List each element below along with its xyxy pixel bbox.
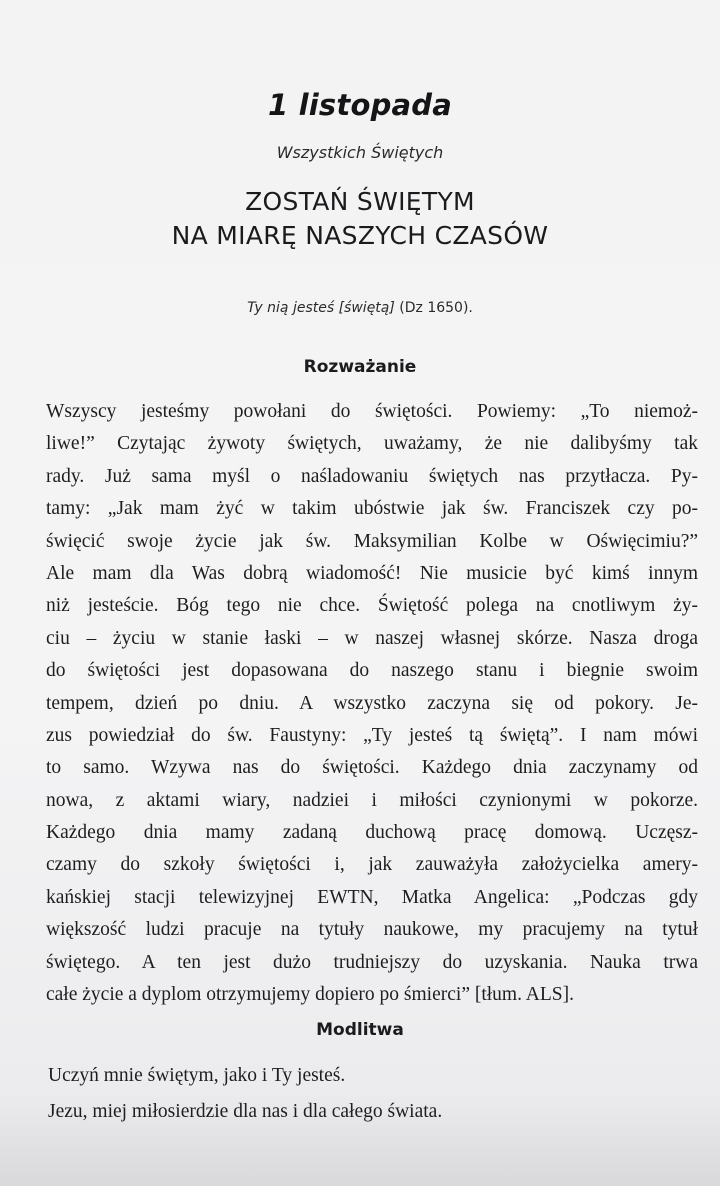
reflection-heading: Rozważanie <box>303 357 417 377</box>
chapter-title-line: NA MIARĘ NASZYCH CZASÓW <box>171 221 549 250</box>
text-line: większość ludzi pracuje na tytuły naukowe, my pracujemy na tytuł <box>46 919 698 941</box>
text-line: Wszyscy jesteśmy powołani do świętości. Powiemy: „To niemoż- <box>46 401 698 422</box>
text-line: nowa, z aktami wiary, nadziei i miłości czynionymi w pokorze. <box>46 789 698 811</box>
text-line: Każdego dnia mamy zadaną duchową pracę domową. Uczęsz- <box>46 822 698 844</box>
date-title: 1 listopada <box>267 88 453 122</box>
text-line: święcić swoje życie jak św. Maksymilian Kolbe w Oświęcimiu?” <box>46 530 698 552</box>
text-line: niż jesteście. Bóg tego nie chce. Świętość polega na cnotliwym ży- <box>46 595 698 617</box>
prayer-text <box>48 1058 700 1130</box>
prayer-heading: Modlitwa <box>316 1020 404 1040</box>
quote-source: (Dz 1650). <box>394 300 473 316</box>
text-line: całe życie a dyplom otrzymujemy dopiero po śmierci” [tłum. ALS]. <box>46 984 574 1006</box>
text-line: do świętości jest dopasowana do naszego stanu i biegnie swoim <box>46 660 698 682</box>
text-line: czamy do szkoły świętości i, jak zauważyła założycielka amery- <box>46 854 698 876</box>
text-line: liwe!” Czytając żywoty świętych, uważamy, że nie dalibyśmy tak <box>46 433 698 455</box>
text-line: Jezu, miej miłosierdzie dla nas i dla całego świata. <box>48 1101 443 1122</box>
text-line: ciu – życiu w stanie łaski – w naszej własnej skórze. Nasza droga <box>46 627 698 649</box>
text-line: zus powiedział do św. Faustyny: „Ty jesteś tą świętą”. I nam mówi <box>46 724 698 746</box>
text-line: Ale mam dla Was dobrą wiadomość! Nie musicie być kimś innym <box>46 562 698 584</box>
chapter-title <box>0 185 720 253</box>
feast-name: Wszystkich Świętych <box>276 143 444 162</box>
text-line: tamy: „Jak mam żyć w takim ubóstwie jak św. Franciszek czy po- <box>46 498 698 520</box>
text-line: rady. Już sama myśl o naśladowaniu świętych nas przytłacza. Py- <box>46 465 698 487</box>
text-line: to samo. Wzywa nas do świętości. Każdego dnia zaczynamy od <box>46 757 698 779</box>
scripture-quote <box>0 300 720 316</box>
text-line: Uczyń mnie świętym, jako i Ty jesteś. <box>48 1065 346 1086</box>
text-line: tempem, dzień po dniu. A wszystko zaczyna się od pokory. Je- <box>46 692 698 714</box>
text-line: kańskiej stacji telewizyjnej EWTN, Matka Angelica: „Podczas gdy <box>46 886 698 908</box>
reflection-text <box>46 396 698 1011</box>
chapter-title-line: ZOSTAŃ ŚWIĘTYM <box>245 187 475 216</box>
quote-text: Ty nią jesteś [świętą] <box>247 300 395 316</box>
text-line: świętego. A ten jest dużo trudniejszy do uzyskania. Nauka trwa <box>46 951 698 973</box>
